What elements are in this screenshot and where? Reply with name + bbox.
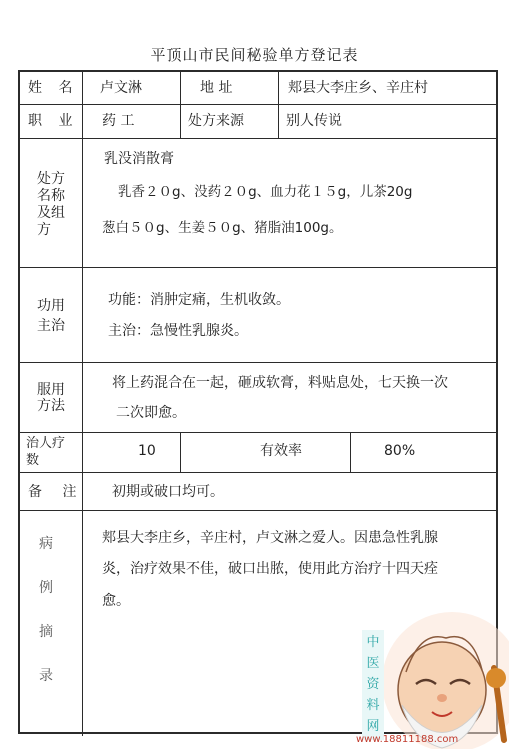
value-source: 别人传说 — [286, 113, 342, 129]
label-column-divider — [82, 72, 83, 736]
column-divider — [180, 432, 181, 472]
value-ingredients-line1: 乳香２０g、没药２０g、血力花１５g，儿茶20g — [118, 184, 413, 200]
row-divider — [20, 362, 496, 363]
row-divider — [20, 267, 496, 268]
value-indication: 主治：急慢性乳腺炎。 — [108, 323, 248, 339]
label-remarks: 备 注 — [28, 484, 85, 500]
label-cured-count: 治人疗数 — [26, 436, 66, 468]
label-address: 地 址 — [200, 80, 233, 96]
value-case-line1: 郏县大李庄乡，辛庄村，卢文淋之爱人。因患急性乳腺 — [102, 530, 438, 546]
column-divider — [278, 72, 279, 138]
row-divider — [20, 432, 496, 433]
watermark-char: 医 — [366, 656, 380, 671]
value-name: 卢文淋 — [100, 80, 142, 96]
watermark-char: 资 — [366, 677, 380, 692]
value-case-line3: 愈。 — [102, 593, 130, 609]
watermark-char: 料 — [366, 698, 380, 713]
label-source: 处方来源 — [188, 113, 244, 129]
value-remarks: 初期或破口均可。 — [112, 484, 224, 500]
value-function: 功能：消肿定痛，生机收敛。 — [108, 292, 290, 308]
label-name: 姓 名 — [28, 80, 79, 96]
watermark-url: www.18811188.com — [356, 734, 459, 745]
label-prescription: 处方名称及组方 — [37, 171, 65, 238]
label-usage: 服用方法 — [37, 382, 65, 414]
column-divider — [350, 432, 351, 472]
watermark-site-name — [362, 632, 384, 737]
watermark-char: 中 — [366, 635, 380, 650]
column-divider — [180, 72, 181, 138]
value-efficacy: 80% — [384, 443, 416, 459]
label-efficacy: 有效率 — [260, 443, 302, 459]
label-function: 功用主治 — [37, 298, 65, 334]
watermark-char: 网 — [366, 719, 380, 734]
label-case: 病例摘录 — [39, 536, 53, 684]
form-title: 平顶山市民间秘验单方登记表 — [150, 46, 359, 64]
value-usage-line2: 二次即愈。 — [116, 405, 186, 421]
label-occupation: 职 业 — [28, 113, 79, 129]
row-divider — [20, 138, 496, 139]
value-cured-count: 10 — [138, 443, 156, 459]
value-usage-line1: 将上药混合在一起，砸成软膏，料贴息处，七天换一次 — [112, 375, 448, 391]
value-case-line2: 炎，治疗效果不佳，破口出脓，使用此方治疗十四天痊 — [102, 561, 438, 577]
value-ingredients-line2: 葱白５０g、生姜５０g、猪脂油100g。 — [102, 220, 343, 236]
row-divider — [20, 104, 496, 105]
value-address: 郏县大李庄乡、辛庄村 — [288, 80, 428, 96]
row-divider — [20, 510, 496, 511]
row-divider — [20, 472, 496, 473]
watermark-logo — [354, 590, 509, 749]
value-occupation: 药 工 — [102, 113, 135, 129]
value-prescription-name: 乳没消散膏 — [104, 151, 174, 167]
